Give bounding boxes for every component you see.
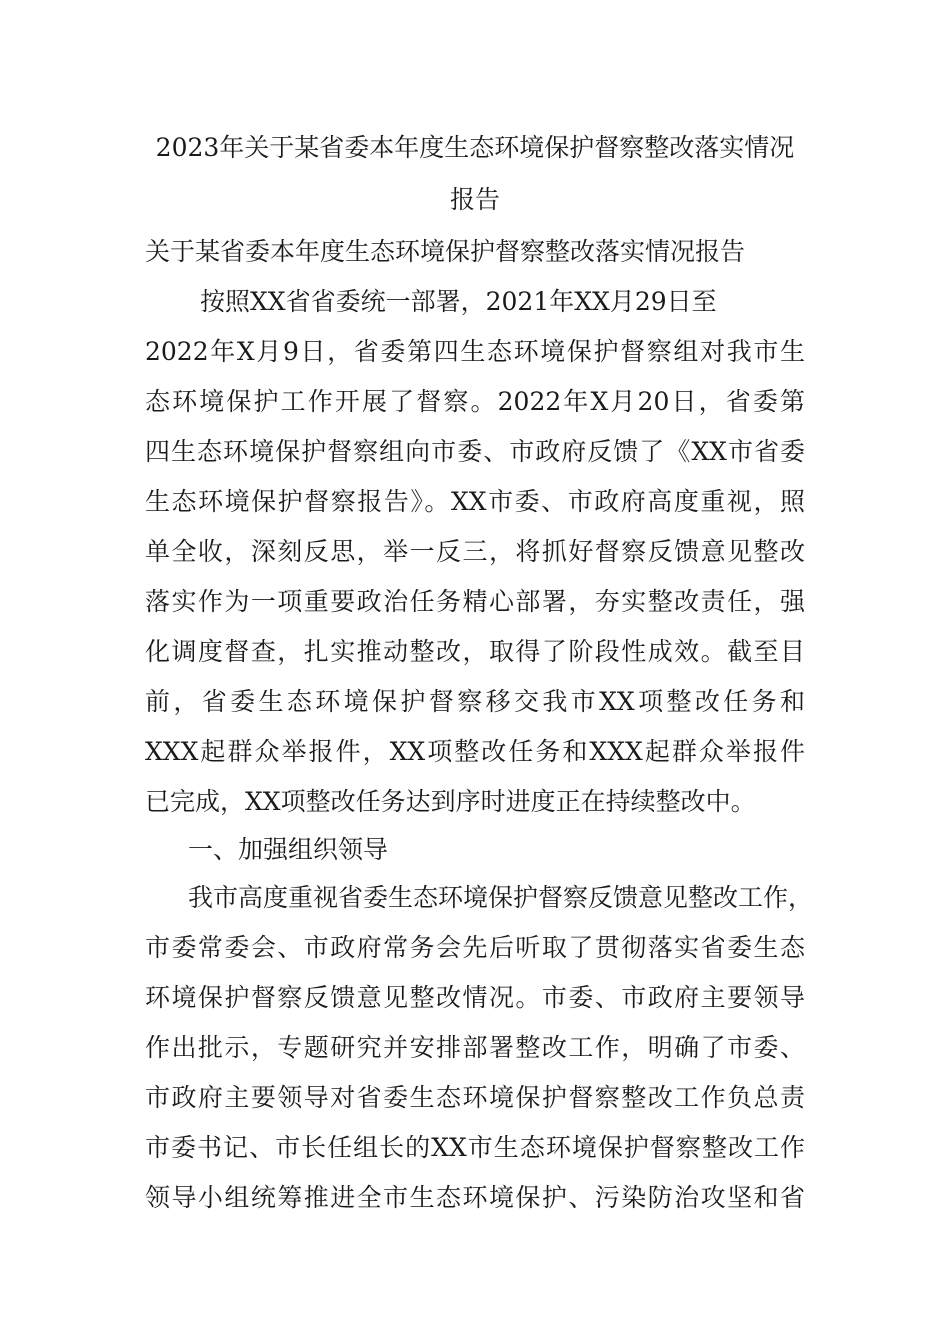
section-1-heading: 一、加强组织领导 [188,835,389,864]
paragraph-2-line-1: 我市高度重视省委生态环境保护督察反馈意见整改工作， [188,883,814,912]
paragraph-1-line-10: XXX起群众举报件，XX项整改任务和XXX起群众举报件 [145,737,805,766]
paragraph-2-line-5: 市政府主要领导对省委生态环境保护督察整改工作负总责 [145,1083,805,1112]
paragraph-2-line-7: 领导小组统筹推进全市生态环境保护、污染防治攻坚和省 [145,1183,805,1212]
paragraph-1-line-9: 前，省委生态环境保护督察移交我市XX项整改任务和 [145,687,805,716]
paragraph-1-line-7: 落实作为一项重要政治任务精心部署，夯实整改责任，强 [145,587,805,616]
paragraph-1-line-5: 生态环境保护督察报告》。XX市委、市政府高度重视，照 [145,487,805,516]
document-title-line-2: 报告 [449,185,500,214]
document-subtitle: 关于某省委本年度生态环境保护督察整改落实情况报告 [145,237,746,266]
paragraph-1-line-11: 已完成，XX项整改任务达到序时进度正在持续整改中。 [145,787,756,816]
paragraph-1-line-1: 按照XX省省委统一部署，2021年XX月29日至 [200,287,717,316]
paragraph-1-line-4: 四生态环境保护督察组向市委、市政府反馈了《XX市省委 [145,437,805,466]
document-title-line-1: 2023年关于某省委本年度生态环境保护督察整改落实情况 [155,133,795,162]
paragraph-1-line-6: 单全收，深刻反思，举一反三，将抓好督察反馈意见整改 [145,537,805,566]
paragraph-2-line-6: 市委书记、市长任组长的XX市生态环境保护督察整改工作 [145,1133,805,1162]
paragraph-2-line-2: 市委常委会、市政府常务会先后听取了贯彻落实省委生态 [145,933,805,962]
paragraph-1-line-2: 2022年X月9日，省委第四生态环境保护督察组对我市生 [145,337,805,366]
paragraph-1-line-3: 态环境保护工作开展了督察。2022年X月20日，省委第 [145,387,805,416]
paragraph-1-line-8: 化调度督查，扎实推动整改，取得了阶段性成效。截至目 [145,637,805,666]
paragraph-2-line-4: 作出批示，专题研究并安排部署整改工作，明确了市委、 [145,1033,805,1062]
paragraph-2-line-3: 环境保护督察反馈意见整改情况。市委、市政府主要领导 [145,983,805,1012]
